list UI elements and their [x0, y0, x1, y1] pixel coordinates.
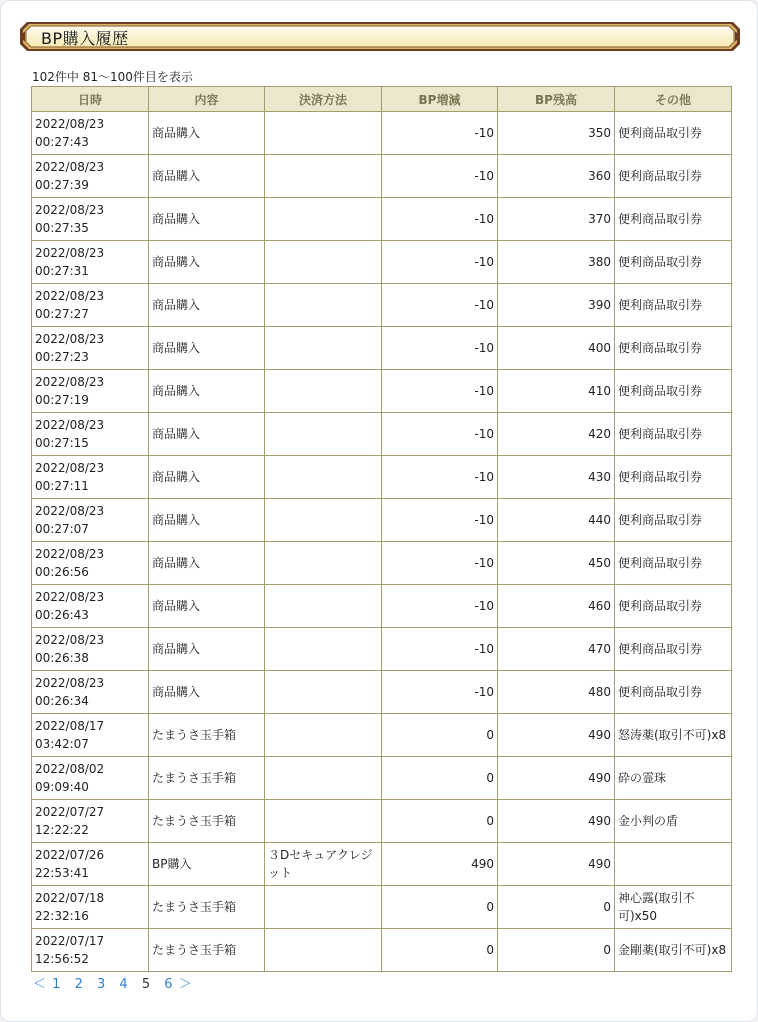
page-link-4[interactable]: 4 [119, 977, 128, 992]
table-row [32, 198, 732, 241]
table-row [32, 327, 732, 370]
cell-date: 2022/08/23 00:27:07 [32, 499, 149, 542]
cell-other: 金小判の盾 [615, 800, 732, 843]
history-table [31, 86, 732, 972]
cell-content: 商品購入 [149, 155, 265, 198]
cell-bp-change: -10 [382, 413, 498, 456]
cell-other: 便利商品取引券 [615, 370, 732, 413]
page-link-2[interactable]: 2 [74, 977, 83, 992]
cell-other: 怒涛薬(取引不可)x8 [615, 714, 732, 757]
cell-other: 便利商品取引券 [615, 499, 732, 542]
cell-bp-balance: 350 [498, 112, 615, 155]
cell-method [265, 886, 382, 929]
cell-date: 2022/08/23 00:27:11 [32, 456, 149, 499]
cell-date: 2022/08/23 00:27:27 [32, 284, 149, 327]
cell-date: 2022/08/23 00:27:31 [32, 241, 149, 284]
cell-date: 2022/07/26 22:53:41 [32, 843, 149, 886]
cell-content: たまうさ玉手箱 [149, 714, 265, 757]
cell-bp-change: 0 [382, 757, 498, 800]
next-page-link[interactable]: ＞ [178, 977, 192, 992]
cell-date: 2022/08/23 00:27:35 [32, 198, 149, 241]
cell-bp-change: 490 [382, 843, 498, 886]
cell-bp-balance: 450 [498, 542, 615, 585]
cell-content: 商品購入 [149, 413, 265, 456]
cell-bp-balance: 490 [498, 800, 615, 843]
cell-bp-change: -10 [382, 327, 498, 370]
cell-bp-change: -10 [382, 241, 498, 284]
cell-bp-balance: 360 [498, 155, 615, 198]
cell-bp-balance: 490 [498, 714, 615, 757]
cell-bp-change: -10 [382, 155, 498, 198]
cell-content: たまうさ玉手箱 [149, 886, 265, 929]
cell-other [615, 843, 732, 886]
cell-bp-change: -10 [382, 456, 498, 499]
cell-bp-balance: 410 [498, 370, 615, 413]
cell-date: 2022/08/23 00:26:34 [32, 671, 149, 714]
table-row [32, 241, 732, 284]
cell-other: 便利商品取引券 [615, 241, 732, 284]
table-row [32, 456, 732, 499]
cell-bp-change: -10 [382, 628, 498, 671]
cell-date: 2022/08/23 00:27:39 [32, 155, 149, 198]
cell-other: 便利商品取引券 [615, 628, 732, 671]
cell-method [265, 757, 382, 800]
cell-date: 2022/07/17 12:56:52 [32, 929, 149, 972]
cell-method [265, 671, 382, 714]
cell-content: 商品購入 [149, 327, 265, 370]
table-row [32, 714, 732, 757]
cell-other: 便利商品取引券 [615, 585, 732, 628]
cell-other: 神心露(取引不可)x50 [615, 886, 732, 929]
cell-method [265, 413, 382, 456]
cell-content: 商品購入 [149, 456, 265, 499]
cell-other: 便利商品取引券 [615, 413, 732, 456]
cell-bp-balance: 470 [498, 628, 615, 671]
table-row [32, 585, 732, 628]
cell-content: たまうさ玉手箱 [149, 800, 265, 843]
table-row [32, 800, 732, 843]
cell-bp-change: -10 [382, 112, 498, 155]
prev-page-link[interactable]: ＜ [33, 977, 47, 992]
cell-bp-balance: 440 [498, 499, 615, 542]
cell-bp-balance: 490 [498, 757, 615, 800]
cell-content: 商品購入 [149, 370, 265, 413]
cell-bp-change: -10 [382, 671, 498, 714]
pagination [33, 973, 202, 992]
cell-bp-balance: 390 [498, 284, 615, 327]
table-row [32, 542, 732, 585]
table-row [32, 112, 732, 155]
cell-bp-balance: 370 [498, 198, 615, 241]
cell-other: 金剛薬(取引不可)x8 [615, 929, 732, 972]
cell-other: 便利商品取引券 [615, 198, 732, 241]
cell-content: たまうさ玉手箱 [149, 929, 265, 972]
cell-content: 商品購入 [149, 499, 265, 542]
cell-method [265, 284, 382, 327]
header-bp-change: BP増減 [382, 87, 498, 112]
cell-content: 商品購入 [149, 628, 265, 671]
cell-date: 2022/08/17 03:42:07 [32, 714, 149, 757]
cell-other: 便利商品取引券 [615, 542, 732, 585]
cell-date: 2022/07/27 12:22:22 [32, 800, 149, 843]
cell-other: 便利商品取引券 [615, 284, 732, 327]
cell-bp-balance: 490 [498, 843, 615, 886]
cell-date: 2022/07/18 22:32:16 [32, 886, 149, 929]
cell-bp-change: -10 [382, 499, 498, 542]
page-link-1[interactable]: 1 [52, 977, 61, 992]
cell-bp-balance: 430 [498, 456, 615, 499]
cell-content: たまうさ玉手箱 [149, 757, 265, 800]
table-row [32, 671, 732, 714]
cell-other: 砕の霊珠 [615, 757, 732, 800]
cell-date: 2022/08/23 00:27:23 [32, 327, 149, 370]
cell-bp-balance: 480 [498, 671, 615, 714]
table-row [32, 370, 732, 413]
cell-bp-change: 0 [382, 886, 498, 929]
cell-content: 商品購入 [149, 284, 265, 327]
table-row [32, 499, 732, 542]
cell-bp-change: 0 [382, 800, 498, 843]
cell-content: BP購入 [149, 843, 265, 886]
cell-bp-balance: 0 [498, 929, 615, 972]
result-count: 102件中 81～100件目を表示 [32, 70, 193, 84]
cell-content: 商品購入 [149, 241, 265, 284]
header-method: 決済方法 [265, 87, 382, 112]
current-page: 5 [141, 977, 151, 992]
cell-method [265, 456, 382, 499]
cell-bp-change: -10 [382, 370, 498, 413]
cell-bp-balance: 460 [498, 585, 615, 628]
table-row [32, 628, 732, 671]
cell-method [265, 499, 382, 542]
header-other: その他 [615, 87, 732, 112]
cell-method [265, 112, 382, 155]
cell-method [265, 370, 382, 413]
cell-other: 便利商品取引券 [615, 327, 732, 370]
title-banner [19, 21, 741, 52]
table-row [32, 413, 732, 456]
table-row [32, 929, 732, 972]
cell-method [265, 585, 382, 628]
page-link-6[interactable]: 6 [164, 977, 173, 992]
cell-bp-change: 0 [382, 714, 498, 757]
cell-date: 2022/08/02 09:09:40 [32, 757, 149, 800]
cell-bp-balance: 380 [498, 241, 615, 284]
cell-bp-change: -10 [382, 542, 498, 585]
cell-bp-change: -10 [382, 585, 498, 628]
cell-bp-balance: 420 [498, 413, 615, 456]
cell-bp-change: -10 [382, 198, 498, 241]
table-row [32, 757, 732, 800]
cell-method [265, 800, 382, 843]
cell-date: 2022/08/23 00:26:56 [32, 542, 149, 585]
page-title: BP購入履歴 [41, 29, 129, 48]
cell-other: 便利商品取引券 [615, 671, 732, 714]
table-row [32, 284, 732, 327]
header-content: 内容 [149, 87, 265, 112]
cell-method [265, 929, 382, 972]
cell-content: 商品購入 [149, 671, 265, 714]
cell-method: ３Dセキュアクレジット [265, 843, 382, 886]
cell-content: 商品購入 [149, 198, 265, 241]
table-header-row [32, 87, 732, 112]
page-link-3[interactable]: 3 [97, 977, 106, 992]
cell-method [265, 241, 382, 284]
cell-other: 便利商品取引券 [615, 112, 732, 155]
cell-content: 商品購入 [149, 585, 265, 628]
cell-other: 便利商品取引券 [615, 456, 732, 499]
cell-other: 便利商品取引券 [615, 155, 732, 198]
cell-date: 2022/08/23 00:27:15 [32, 413, 149, 456]
cell-method [265, 327, 382, 370]
cell-method [265, 542, 382, 585]
cell-method [265, 628, 382, 671]
cell-date: 2022/08/23 00:26:43 [32, 585, 149, 628]
cell-date: 2022/08/23 00:27:19 [32, 370, 149, 413]
cell-content: 商品購入 [149, 542, 265, 585]
cell-date: 2022/08/23 00:26:38 [32, 628, 149, 671]
table-row [32, 155, 732, 198]
cell-method [265, 198, 382, 241]
cell-content: 商品購入 [149, 112, 265, 155]
cell-bp-change: 0 [382, 929, 498, 972]
cell-bp-balance: 400 [498, 327, 615, 370]
header-bp-balance: BP残高 [498, 87, 615, 112]
header-date: 日時 [32, 87, 149, 112]
cell-bp-balance: 0 [498, 886, 615, 929]
cell-method [265, 714, 382, 757]
table-row [32, 886, 732, 929]
cell-date: 2022/08/23 00:27:43 [32, 112, 149, 155]
cell-method [265, 155, 382, 198]
cell-bp-change: -10 [382, 284, 498, 327]
table-row [32, 843, 732, 886]
